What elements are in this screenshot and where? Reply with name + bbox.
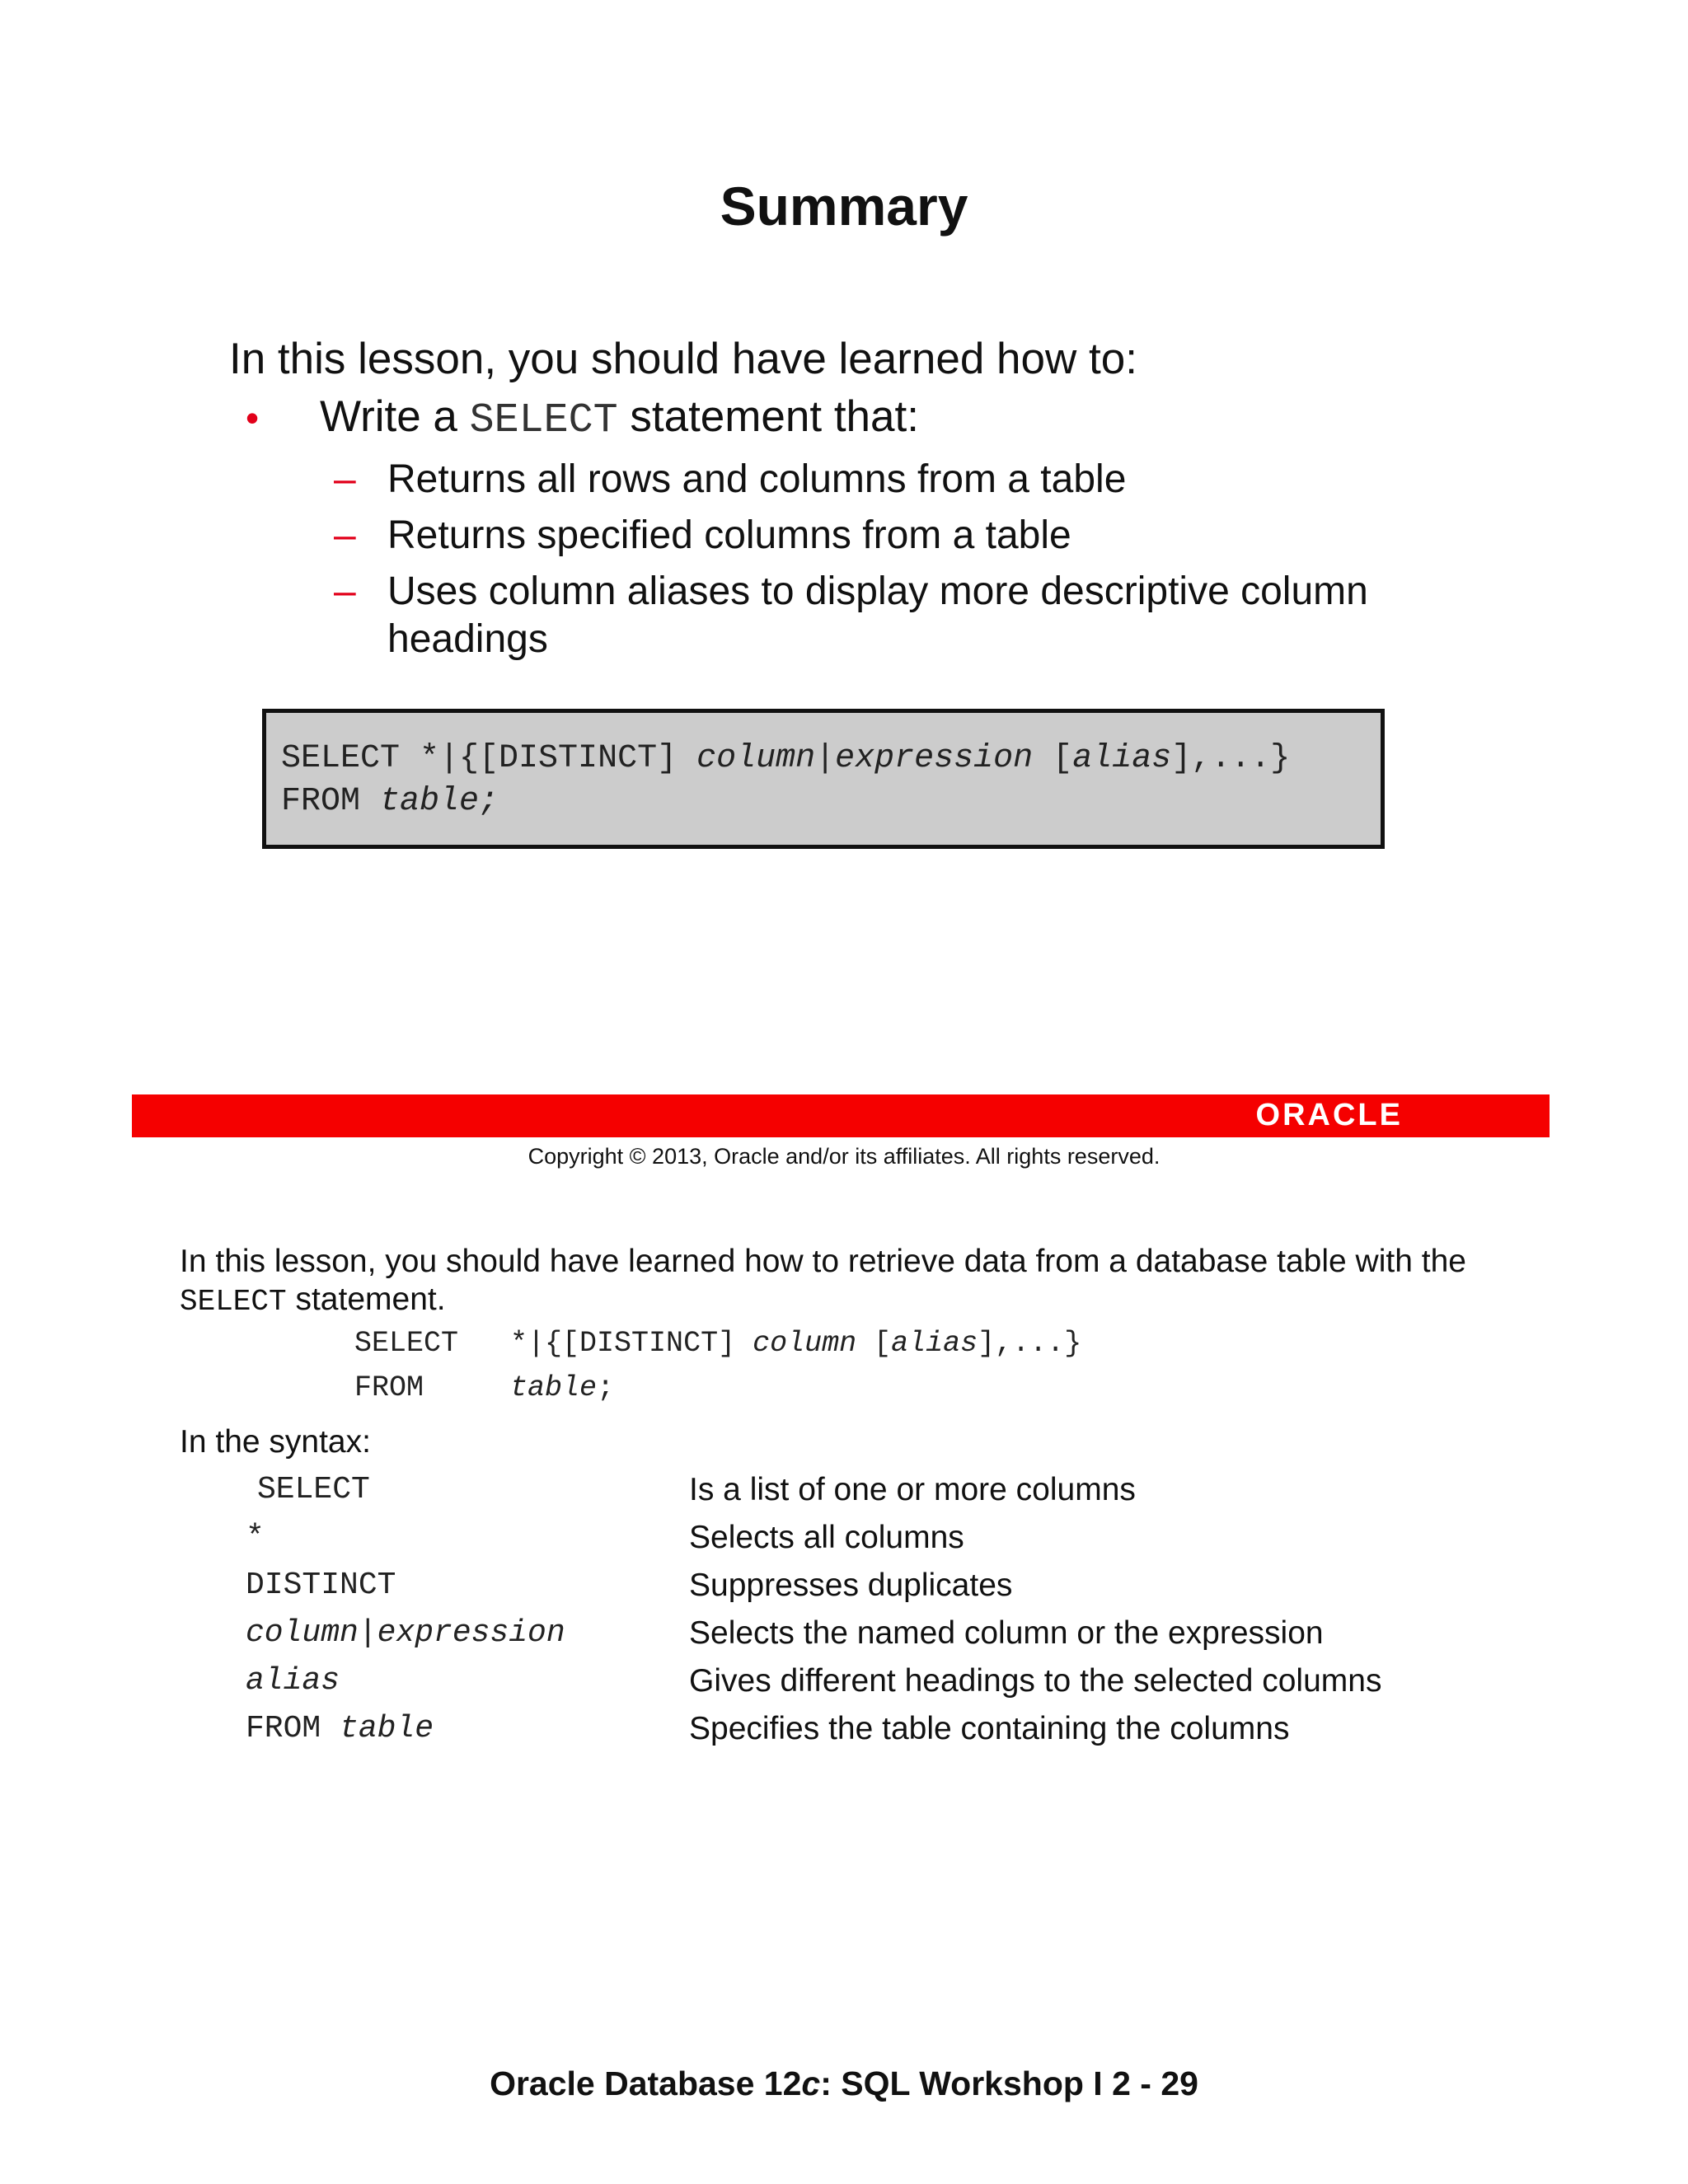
- notes-text-end: statement.: [286, 1282, 446, 1317]
- notes-code-word: SELECT: [180, 1285, 287, 1319]
- syntax-row: [0, 1472, 1688, 1520]
- in-syntax-label: In the syntax:: [180, 1424, 371, 1460]
- copyright: Copyright © 2013, Oracle and/or its affiliates. All rights reserved.: [528, 1144, 1160, 1169]
- notes-code-line-1: [354, 1327, 1081, 1360]
- syntax-term-table: table: [340, 1711, 434, 1746]
- slide-title: Summary: [720, 176, 968, 237]
- code-keyword: SELECT *|{[DISTINCT]: [354, 1327, 753, 1360]
- syntax-row: [0, 1520, 1688, 1568]
- syntax-term: column|expression: [246, 1615, 565, 1651]
- bullet-suffix: statement that:: [617, 392, 919, 441]
- syntax-row: [0, 1615, 1688, 1663]
- sub-item: [334, 456, 1376, 504]
- code-bracket: [: [856, 1327, 892, 1360]
- bullet-select-statement: [246, 391, 919, 444]
- syntax-box: [262, 709, 1385, 849]
- syntax-desc: Suppresses duplicates: [689, 1568, 1013, 1603]
- syntax-term: *: [246, 1520, 265, 1555]
- footer-suffix: : SQL Workshop I 2 - 29: [820, 2064, 1198, 2102]
- syntax-table: table;: [380, 783, 499, 820]
- syntax-term-keyword: FROM: [246, 1711, 340, 1746]
- footer-c: c: [801, 2064, 821, 2102]
- bullet-prefix: Write a: [320, 392, 470, 441]
- syntax-bracket: [: [1033, 740, 1073, 777]
- syntax-alias: alias: [1072, 740, 1172, 777]
- sub-item: [334, 568, 1376, 663]
- lesson-intro: In this lesson, you should have learned how to:: [229, 335, 1137, 383]
- syntax-desc: Is a list of one or more columns: [689, 1472, 1136, 1507]
- bullet-text: [320, 391, 919, 444]
- sub-item-text: Returns all rows and columns from a table: [387, 457, 1127, 501]
- syntax-desc: Selects all columns: [689, 1520, 964, 1555]
- syntax-end: ],...}: [1171, 740, 1291, 777]
- page-footer: [0, 2064, 1688, 2103]
- syntax-desc: Gives different headings to the selected columns: [689, 1663, 1382, 1699]
- footer-prefix: Oracle Database 12: [490, 2064, 802, 2102]
- code-end: ],...}: [978, 1327, 1082, 1360]
- code-column: column: [753, 1327, 857, 1360]
- syntax-term: SELECT: [257, 1472, 370, 1507]
- code-table: table: [510, 1371, 598, 1404]
- syntax-keyword: FROM: [281, 783, 381, 820]
- notes-text: In this lesson, you should have learned how to retrieve data from a database table with the: [180, 1244, 1466, 1279]
- bullet-code: SELECT: [469, 397, 618, 444]
- syntax-term: DISTINCT: [246, 1568, 396, 1603]
- syntax-desc: Selects the named column or the expression: [689, 1615, 1324, 1651]
- sub-item-text: Returns specified columns from a table: [387, 513, 1071, 557]
- syntax-row: [0, 1711, 1688, 1759]
- syntax-line-1: [281, 740, 1290, 777]
- code-keyword: FROM: [354, 1371, 511, 1404]
- syntax-term: alias: [246, 1663, 340, 1699]
- notes-code-line-2: [354, 1371, 614, 1404]
- dash-icon: –: [334, 513, 356, 557]
- bullet-dot-icon: •: [246, 396, 260, 439]
- syntax-row: [0, 1663, 1688, 1711]
- code-alias: alias: [891, 1327, 978, 1360]
- dash-icon: –: [334, 457, 356, 501]
- syntax-row: [0, 1568, 1688, 1615]
- syntax-column: column|expression: [696, 740, 1034, 777]
- sub-item-text: Uses column aliases to display more descriptive column headings: [387, 569, 1368, 661]
- syntax-keyword: SELECT *|{[DISTINCT]: [281, 740, 697, 777]
- oracle-banner: [132, 1094, 1550, 1137]
- oracle-logo: ORACLE: [1255, 1098, 1403, 1132]
- notes-paragraph: [180, 1243, 1531, 1321]
- syntax-term: [246, 1711, 434, 1746]
- dash-icon: –: [334, 569, 356, 613]
- syntax-line-2: [281, 783, 499, 820]
- code-end: ;: [597, 1371, 615, 1404]
- syntax-desc: Specifies the table containing the columns: [689, 1711, 1290, 1746]
- sub-item: [334, 512, 1376, 560]
